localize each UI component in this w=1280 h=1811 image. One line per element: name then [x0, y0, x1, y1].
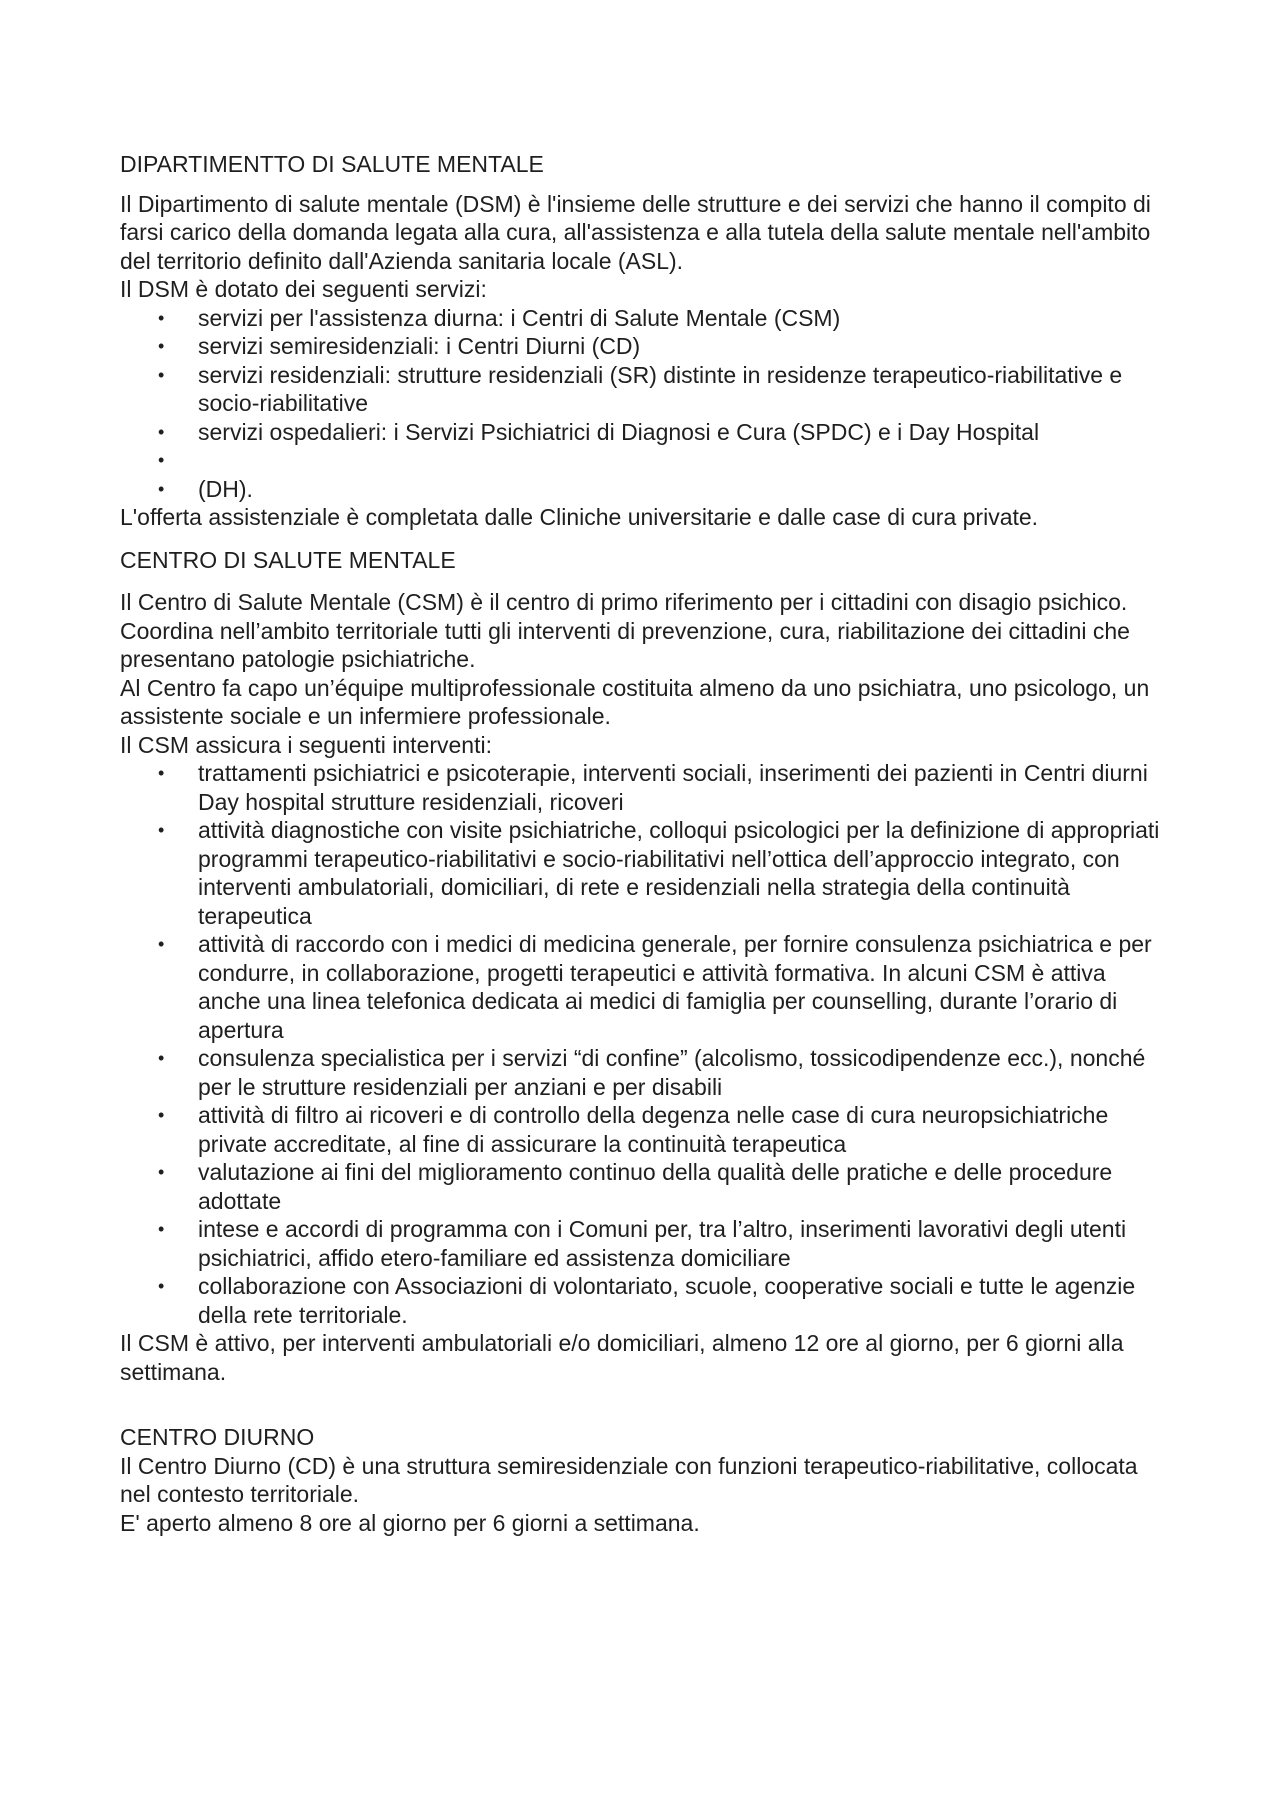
- csm-interventions-intro: Il CSM assicura i seguenti interventi:: [120, 731, 492, 758]
- list-item: • servizi residenziali: strutture residenziali (SR) distinte in residenze terapeutico-riabilitative e socio-riabilitative: [158, 361, 1123, 416]
- dsm-title: DIPARTIMENTTO DI SALUTE MENTALE: [120, 151, 544, 177]
- bullet-icon: •: [158, 934, 165, 954]
- bullet-icon: •: [158, 820, 165, 840]
- bullet-icon: •: [158, 763, 165, 783]
- csm-team: Al Centro fa capo un’équipe multiprofessionale costituita almeno da uno psichiatra, uno psicologo, un assistente sociale e un infermiere professionale.: [120, 674, 1150, 729]
- list-item: [120, 446, 1170, 475]
- bullet-icon: •: [158, 1276, 165, 1296]
- bullet-icon: •: [158, 307, 165, 328]
- cd-intro: Il Centro Diurno (CD) è una struttura semiresidenziale con funzioni terapeutico-riabilitative, collocata nel contesto territoriale.: [120, 1452, 1138, 1507]
- bullet-icon: •: [158, 364, 165, 385]
- list-item: • trattamenti psichiatrici e psicoterapie, interventi sociali, inserimenti dei pazienti in Centri diurni Day hospital strutture residenziali, ricoveri: [158, 760, 1148, 815]
- list-item: • attività diagnostiche con visite psichiatriche, colloqui psicologici per la definizione di appropriati programmi terapeutico-riabilitativi e socio-riabilitativi nell’ottica dell’approccio integrato, con interventi ambulatoriali, domiciliari, di rete e residenziali nella strategia della continuità terapeutica: [158, 817, 1160, 929]
- list-item: • attività di raccordo con i medici di medicina generale, per fornire consulenza psichiatrica e per condurre, in collaborazione, progetti terapeutici e attività formativa. In alcuni CSM è attiva anche una linea telefonica dedicata ai medici di famiglia per counselling, durante l’orario di apertura: [158, 931, 1152, 1043]
- list-item: • valutazione ai fini del miglioramento continuo della qualità delle pratiche e delle procedure adottate: [158, 1159, 1113, 1214]
- bullet-icon: •: [158, 421, 165, 442]
- list-item: • (DH).: [158, 475, 253, 502]
- csm-interventions-list: [120, 759, 1170, 1329]
- bullet-icon: •: [158, 1048, 165, 1068]
- cd-title: CENTRO DIURNO: [120, 1424, 315, 1450]
- bullet-icon: •: [158, 336, 165, 356]
- csm-intro: Il Centro di Salute Mentale (CSM) è il centro di primo riferimento per i cittadini con disagio psichico. Coordina nell’ambito territoriale tutti gli interventi di prevenzione, cura, riabilitazione dei cittadini che presentano patologie psichiatriche.: [120, 589, 1130, 672]
- bullet-icon: •: [158, 1219, 165, 1239]
- csm-title: CENTRO DI SALUTE MENTALE: [120, 546, 456, 573]
- list-item: • collaborazione con Associazioni di volontariato, scuole, cooperative sociali e tutte le agenzie della rete territoriale.: [158, 1273, 1136, 1328]
- dsm-services-intro: Il DSM è dotato dei seguenti servizi:: [120, 276, 487, 302]
- list-item: • servizi semiresidenziali: i Centri Diurni (CD): [158, 333, 641, 359]
- list-item: • servizi per l'assistenza diurna: i Centri di Salute Mentale (CSM): [158, 304, 841, 331]
- bullet-icon: •: [158, 1162, 165, 1182]
- bullet-icon: •: [158, 478, 165, 499]
- dsm-services-list: [120, 304, 1170, 504]
- cd-hours: E' aperto almeno 8 ore al giorno per 6 giorni a settimana.: [120, 1509, 700, 1536]
- dsm-intro: Il Dipartimento di salute mentale (DSM) è l'insieme delle strutture e dei servizi che hanno il compito di farsi carico della domanda legata alla cura, all'assistenza e alla tutela della salute mentale nell'ambito del territorio definito dall'Azienda sanitaria locale (ASL).: [120, 190, 1151, 274]
- dsm-closing: L'offerta assistenziale è completata dalle Cliniche universitarie e dalle case di cura private.: [120, 504, 1039, 530]
- bullet-icon: •: [158, 450, 165, 470]
- csm-hours: Il CSM è attivo, per interventi ambulatoriali e/o domiciliari, almeno 12 ore al giorno, per 6 giorni alla settimana.: [120, 1330, 1124, 1385]
- list-item: • attività di filtro ai ricoveri e di controllo della degenza nelle case di cura neuropsichiatriche private accreditate, al fine di assicurare la continuità terapeutica: [158, 1102, 1109, 1157]
- list-item: • servizi ospedalieri: i Servizi Psichiatrici di Diagnosi e Cura (SPDC) e i Day Hospital: [158, 418, 1040, 445]
- bullet-icon: •: [158, 1105, 165, 1125]
- list-item: • intese e accordi di programma con i Comuni per, tra l’altro, inserimenti lavorativi degli utenti psichiatrici, affido etero-familiare ed assistenza domiciliare: [158, 1216, 1127, 1271]
- document-page: [120, 150, 1170, 1537]
- list-item: • consulenza specialistica per i servizi “di confine” (alcolismo, tossicodipendenze ecc.), nonché per le strutture residenziali per anziani e per disabili: [158, 1045, 1146, 1100]
